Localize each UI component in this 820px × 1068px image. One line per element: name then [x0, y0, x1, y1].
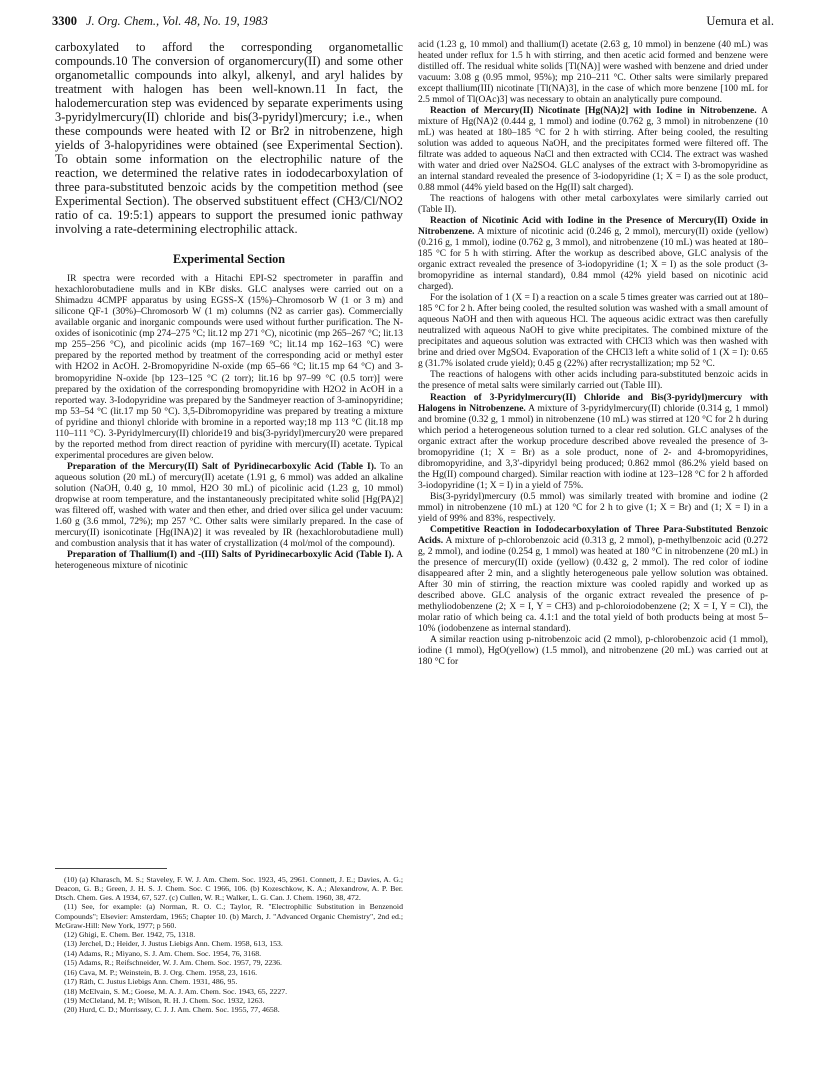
run-in-heading: Competitive Reaction in Iododecarboxylation of Three Para-Substituted Benzoic Acids.	[418, 524, 768, 546]
footnotes	[55, 868, 403, 1015]
other-acids-paragraph: The reactions of halogens with other acids including para-substituted benzoic acids in the presence of metal salts were similarly carried out (Table III).	[418, 370, 768, 392]
run-in-heading: Reaction of Nicotinic Acid with Iodine in the Presence of Mercury(II) Oxide in Nitrobenzene.	[418, 216, 768, 238]
footnote-rule	[55, 868, 167, 869]
journal-citation: J. Org. Chem., Vol. 48, No. 19, 1983	[86, 14, 268, 28]
section-title: Experimental Section	[172, 252, 286, 267]
paragraph-text: A mixture of 3-pyridylmercury(II) chloride (0.314 g, 1 mmol) and bromine (0.32 g, 1 mmol) in nitrobenzene (10 mL) was stirred at 120 °C for 2 h during which period a heterogeneous solution turned to a clear red solution. GLC analyses of the organic extract after the workup procedure described above revealed the presence of 3-bromopyridine (1; X = Br) as a sole product, none of 2- and 4-bromopyridines, dibromopyridine, and 3,3′-dipyridyl being produced; 0.862 mmol (86.2% yield based on the Hg(II) compound charged). Similar reaction with iodine at 123–128 °C for 2 h afforded 3-iodopyridine (1; X = I) in a yield of 75%.	[418, 403, 768, 491]
run-in-heading: Preparation of the Mercury(II) Salt of Pyridinecarboxylic Acid (Table I).	[67, 461, 377, 472]
footnote: (10) (a) Kharasch, M. S.; Staveley, F. W. J. Am. Chem. Soc. 1923, 45, 2961. Connett, J. E.; Davies, A. G.; Deacon, G. B.; Green, J. H. S. J. Chem. Soc. C 1966, 106. (b) Kozeschkow, K. A.; Alexandrow, A. P. Ber. Dtsch. Chem. Ges. A 1934, 67, 527. (c) Cullen, W. R.; Walker, L. G. Can. J. Chem. 1960, 38, 472.	[55, 875, 403, 903]
run-in-heading: Reaction of 3-Pyridylmercury(II) Chloride and Bis(3-pyridyl)mercury with Halogens in Nitrobenzene.	[418, 392, 768, 414]
footnote: (14) Adams, R.; Miyano, S. J. Am. Chem. Soc. 1954, 76, 3168.	[64, 948, 262, 958]
bis-pyridylmercury-paragraph: Bis(3-pyridyl)mercury (0.5 mmol) was similarly treated with bromine and iodine (2 mmol) in nitrobenzene (10 mL) at 120 °C for 2 h to give (1; X = Br) and (1; X = I) in a yield of 99% and 83%, respectively.	[418, 491, 768, 524]
footnote: (16) Cava, M. P.; Weinstein, B. J. Org. Chem. 1958, 23, 1616.	[64, 967, 258, 977]
footnote: (18) McElvain, S. M.; Goese, M. A. J. Am. Chem. Soc. 1943, 65, 2227.	[64, 986, 288, 996]
isolation-paragraph: For the isolation of 1 (X = I) a reaction on a scale 5 times greater was carried out at 180–185 °C for 2 h. After being cooled, the resulted solution was washed with a small amount of aqueous NaOH and then with aqueous HCl. The aqueous acidic extract was then carefully neutralized with aqueous NaOH to give white precipitates. The combined mixture of the precipitates and aqueous solution was extracted with CHCl3 which was then washed with brine and dried over MgSO4. Evaporation of the CHCl3 left a white solid of 1 (X = I): 0.65 g (31.7% isolated crude yield); 0.45 g (22%) after recrystallization; mp 52 °C.	[418, 293, 768, 370]
page-number: 3300	[52, 14, 77, 28]
hg-nicotinate-iodine-paragraph	[418, 106, 768, 194]
general-methods-paragraph: IR spectra were recorded with a Hitachi EPI-S2 spectrometer in paraffin and hexachlorobutadiene mulls and in KBr disks. GLC analyses were carried out on a Shimadzu 4CMPF apparatus by using EGSS-X (15%)–Chromosorb W (1 or 3 m) and silicone QF-1 (30%)–Chromosorb W (1 m) columns (N2 as carrier gas). Commercially available organic and inorganic compounds were used without further purification. The N-oxides of isonicotinic (mp 274–275 °C; lit.12 mp 271 °C), nicotinic (mp 265–267 °C; lit.13 mp 255–256 °C), and picolinic acids (mp 167–169 °C; lit.14 mp 162–163 °C) were prepared by the reported method by treatment of the corresponding acid or methyl ester with H2O2 in AcOH. 2-Bromopyridine N-oxide (mp 65–66 °C; lit.15 mp 64 °C) and 3-bromopyridine N-oxide [bp 123–125 °C (2 torr); lit.16 bp 97–99 °C (0.5 torr)] were prepared by the oxidation of the corresponding bromopyridine with H2O2 in AcOH in a reported way. 3-Iodopyridine was prepared by the Sandmeyer reaction of 3-aminopyridine; mp 53–54 °C (lit.17 mp 50 °C). 3,5-Dibromopyridine was prepared by treating a mixture of pyridine and thionyl chloride with bromine in a reported way;18 mp 113 °C (lit.18 mp 110–111 °C). 3-Pyridylmercury(II) chloride19 and bis(3-pyridyl)mercury20 were prepared by the reported method from direct reaction of pyridine with mercury(II) acetate. Typical experimental procedures are given below.	[55, 274, 403, 461]
paragraph-text: To an aqueous solution (20 mL) of mercury(II) acetate (1.91 g, 6 mmol) was added an alkaline solution (NaOH, 0.40 g, 10 mmol, H2O 30 mL) of picolinic acid (1.23 g, 10 mmol) dropwise at room temperature, and the instantaneously precipitated white solid [Hg(PA)2] was filtered off, washed with water and then ether, and dried over silica gel under vacuum: 1.60 g (3.6 mmol, 72%); mp 257 °C. Other salts were similarly prepared. In the case of mercury(II) isonicotinate [Hg(INA)2] it was revealed by IR (hexachlorobutadiene mull) and combustion analysis that it has water of crystallization (4 mol/mol of the compound).	[55, 461, 404, 549]
footnote: (13) Jerchel, D.; Heider, J. Justus Liebigs Ann. Chem. 1958, 613, 153.	[64, 939, 283, 949]
footnote: (17) Räth, C. Justus Liebigs Ann. Chem. 1931, 486, 95.	[64, 977, 238, 987]
footnote: (19) McCleland, M. P.; Wilson, R. H. J. Chem. Soc. 1932, 1263.	[64, 995, 265, 1005]
footnote: (20) Hurd, C. D.; Morrissey, C. J. J. Am. Chem. Soc. 1955, 77, 4658.	[64, 1005, 280, 1015]
intro-paragraph: carboxylated to afford the corresponding organometallic compounds.10 The conversion of organomercury(II) and some other organometallic compounds into alkyl, alkenyl, and aryl halides by treatment with halogen has been well-known.11 In fact, the halodemercuration step was evidenced by separate experiments using 3-pyridylmercury(II) chloride and bis(3-pyridyl)mercury; i.e., when these compounds were heated with I2 or Br2 in nitrobenzene, high yields of 3-halopyridines were obtained (see Experimental Section). To obtain some information on the electrophilic nature of the reaction, we determined the relative rates in iododecarboxylation of three para-substituted benzoic acids by the competition method (see Experimental Section). The observed substituent effect (CH3/Cl/NO2 ratio of ca. 19:5:1) appears to support the presumed ionic pathway involving a rate-determining electrophilic attack.	[55, 40, 403, 237]
nitrobenzoic-paragraph: A similar reaction using p-nitrobenzoic acid (2 mmol), p-chlorobenzoic acid (1 mmol), iodine (1 mmol), HgO(yellow) (1.5 mmol), and nitrobenzene (20 mL) was carried out at 180 °C for	[418, 634, 768, 667]
paragraph-text: A mixture of nicotinic acid (0.246 g, 2 mmol), mercury(II) oxide (yellow) (0.216 g, 1 mmol), iodine (0.762 g, 3 mmol), and nitrobenzene (10 mL) was heated at 180–185 °C for 5 h with stirring. After the workup as described above, GLC analysis of the organic extract revealed the presence of 3-iodopyridine (1; X = I) as the sole product (3-bromopyridine as internal standard), 0.84 mmol (42% yield based on nicotinic acid charged).	[418, 227, 768, 293]
right-column	[418, 40, 768, 668]
footnote: (11) See, for example: (a) Norman, R. O. C.; Taylor, R. "Electrophilic Substitution in Benzenoid Compounds"; Elsevier: Amsterdam, 1965; Chapter 10. (b) March, J. "Advanced Organic Chemistry", 2nd ed.; McGraw-Hill: New York, 1977; p 560.	[55, 902, 403, 930]
thallium-salt-paragraph	[55, 550, 403, 572]
left-column	[55, 40, 403, 572]
running-header	[52, 14, 774, 32]
competitive-reaction-paragraph	[418, 525, 768, 635]
paragraph-text: A mixture of p-chlorobenzoic acid (0.313 g, 2 mmol), p-methylbenzoic acid (0.272 g, 2 mmol), and iodine (0.254 g, 1 mmol) was heated at 180 °C in nitrobenzene (20 mL) in the presence of mercury(II) oxide (yellow) (0.432 g, 2 mmol). The red color of iodine disappeared after 2 min, and a slightly heterogeneous pale yellow solution was obtained. After 30 min of stirring, the reaction mixture was cooled rapidly and worked up as described above. GLC analysis of the organic extract revealed the presence of p-methyliodobenzene (2; X = I, Y = CH3) and p-chloroiodobenzene (2; X = I, Y = Cl), the molar ratio of which being ca. 4.1:1 and the total yield of both products being at most 5–10% (iodobenzene as internal standard).	[418, 535, 768, 634]
nicotinic-acid-hgo-paragraph	[418, 216, 768, 293]
run-in-heading: Reaction of Mercury(II) Nicotinate [Hg(NA)2] with Iodine in Nitrobenzene.	[430, 106, 757, 117]
paragraph-text: A mixture of Hg(NA)2 (0.444 g, 1 mmol) and iodine (0.762 g, 3 mmol) in nitrobenzene (10 mL) was heated at 180–185 °C for 2 h with stirring. After being cooled, the resulting solution was added to aqueous NaOH, and the precipitates formed were filtered off. The filtrate was added to aqueous NaCl and then extracted with CCl4. The extract was washed with water and dried over Na2SO4. GLC analyses of the extract with 3-bromopyridine as an internal standard revealed the presence of 3-iodopyridine (1; X = I) as the sole product, 0.88 mmol (44% yield based on the Hg(II) salt charged).	[418, 106, 768, 194]
thallium-continued-paragraph: acid (1.23 g, 10 mmol) and thallium(I) acetate (2.63 g, 10 mmol) in benzene (40 mL) was heated under reflux for 1.5 h with stirring, and then acetic acid formed and benzene were distilled off. The residual white solids [Tl(NA)] were washed with benzene and dried under vacuum: 3.08 g (0.95 mmol, 95%); mp 210–211 °C. Other salts were similarly prepared except thallium(III) nicotinate [Tl(NA)3], in the case of which more benzene [100 mL for 2.5 mmol of Tl(OAc)3] was necessary to obtain an analytically pure compound.	[418, 40, 768, 106]
paragraph-text: A heterogeneous mixture of nicotinic	[55, 549, 403, 571]
run-in-heading: Preparation of Thallium(I) and -(III) Salts of Pyridinecarboxylic Acid (Table I).	[67, 549, 394, 560]
mercury-salt-paragraph	[55, 462, 403, 550]
footnote: (12) Ghigi, E. Chem. Ber. 1942, 75, 1318.	[64, 929, 196, 939]
other-carboxylates-paragraph: The reactions of halogens with other metal carboxylates were similarly carried out (Table II).	[418, 194, 768, 216]
footnote: (15) Adams, R.; Reifschneider, W. J. Am. Chem. Soc. 1957, 79, 2236.	[64, 958, 282, 968]
pyridylmercury-paragraph	[418, 393, 768, 492]
running-authors: Uemura et al.	[706, 14, 774, 28]
